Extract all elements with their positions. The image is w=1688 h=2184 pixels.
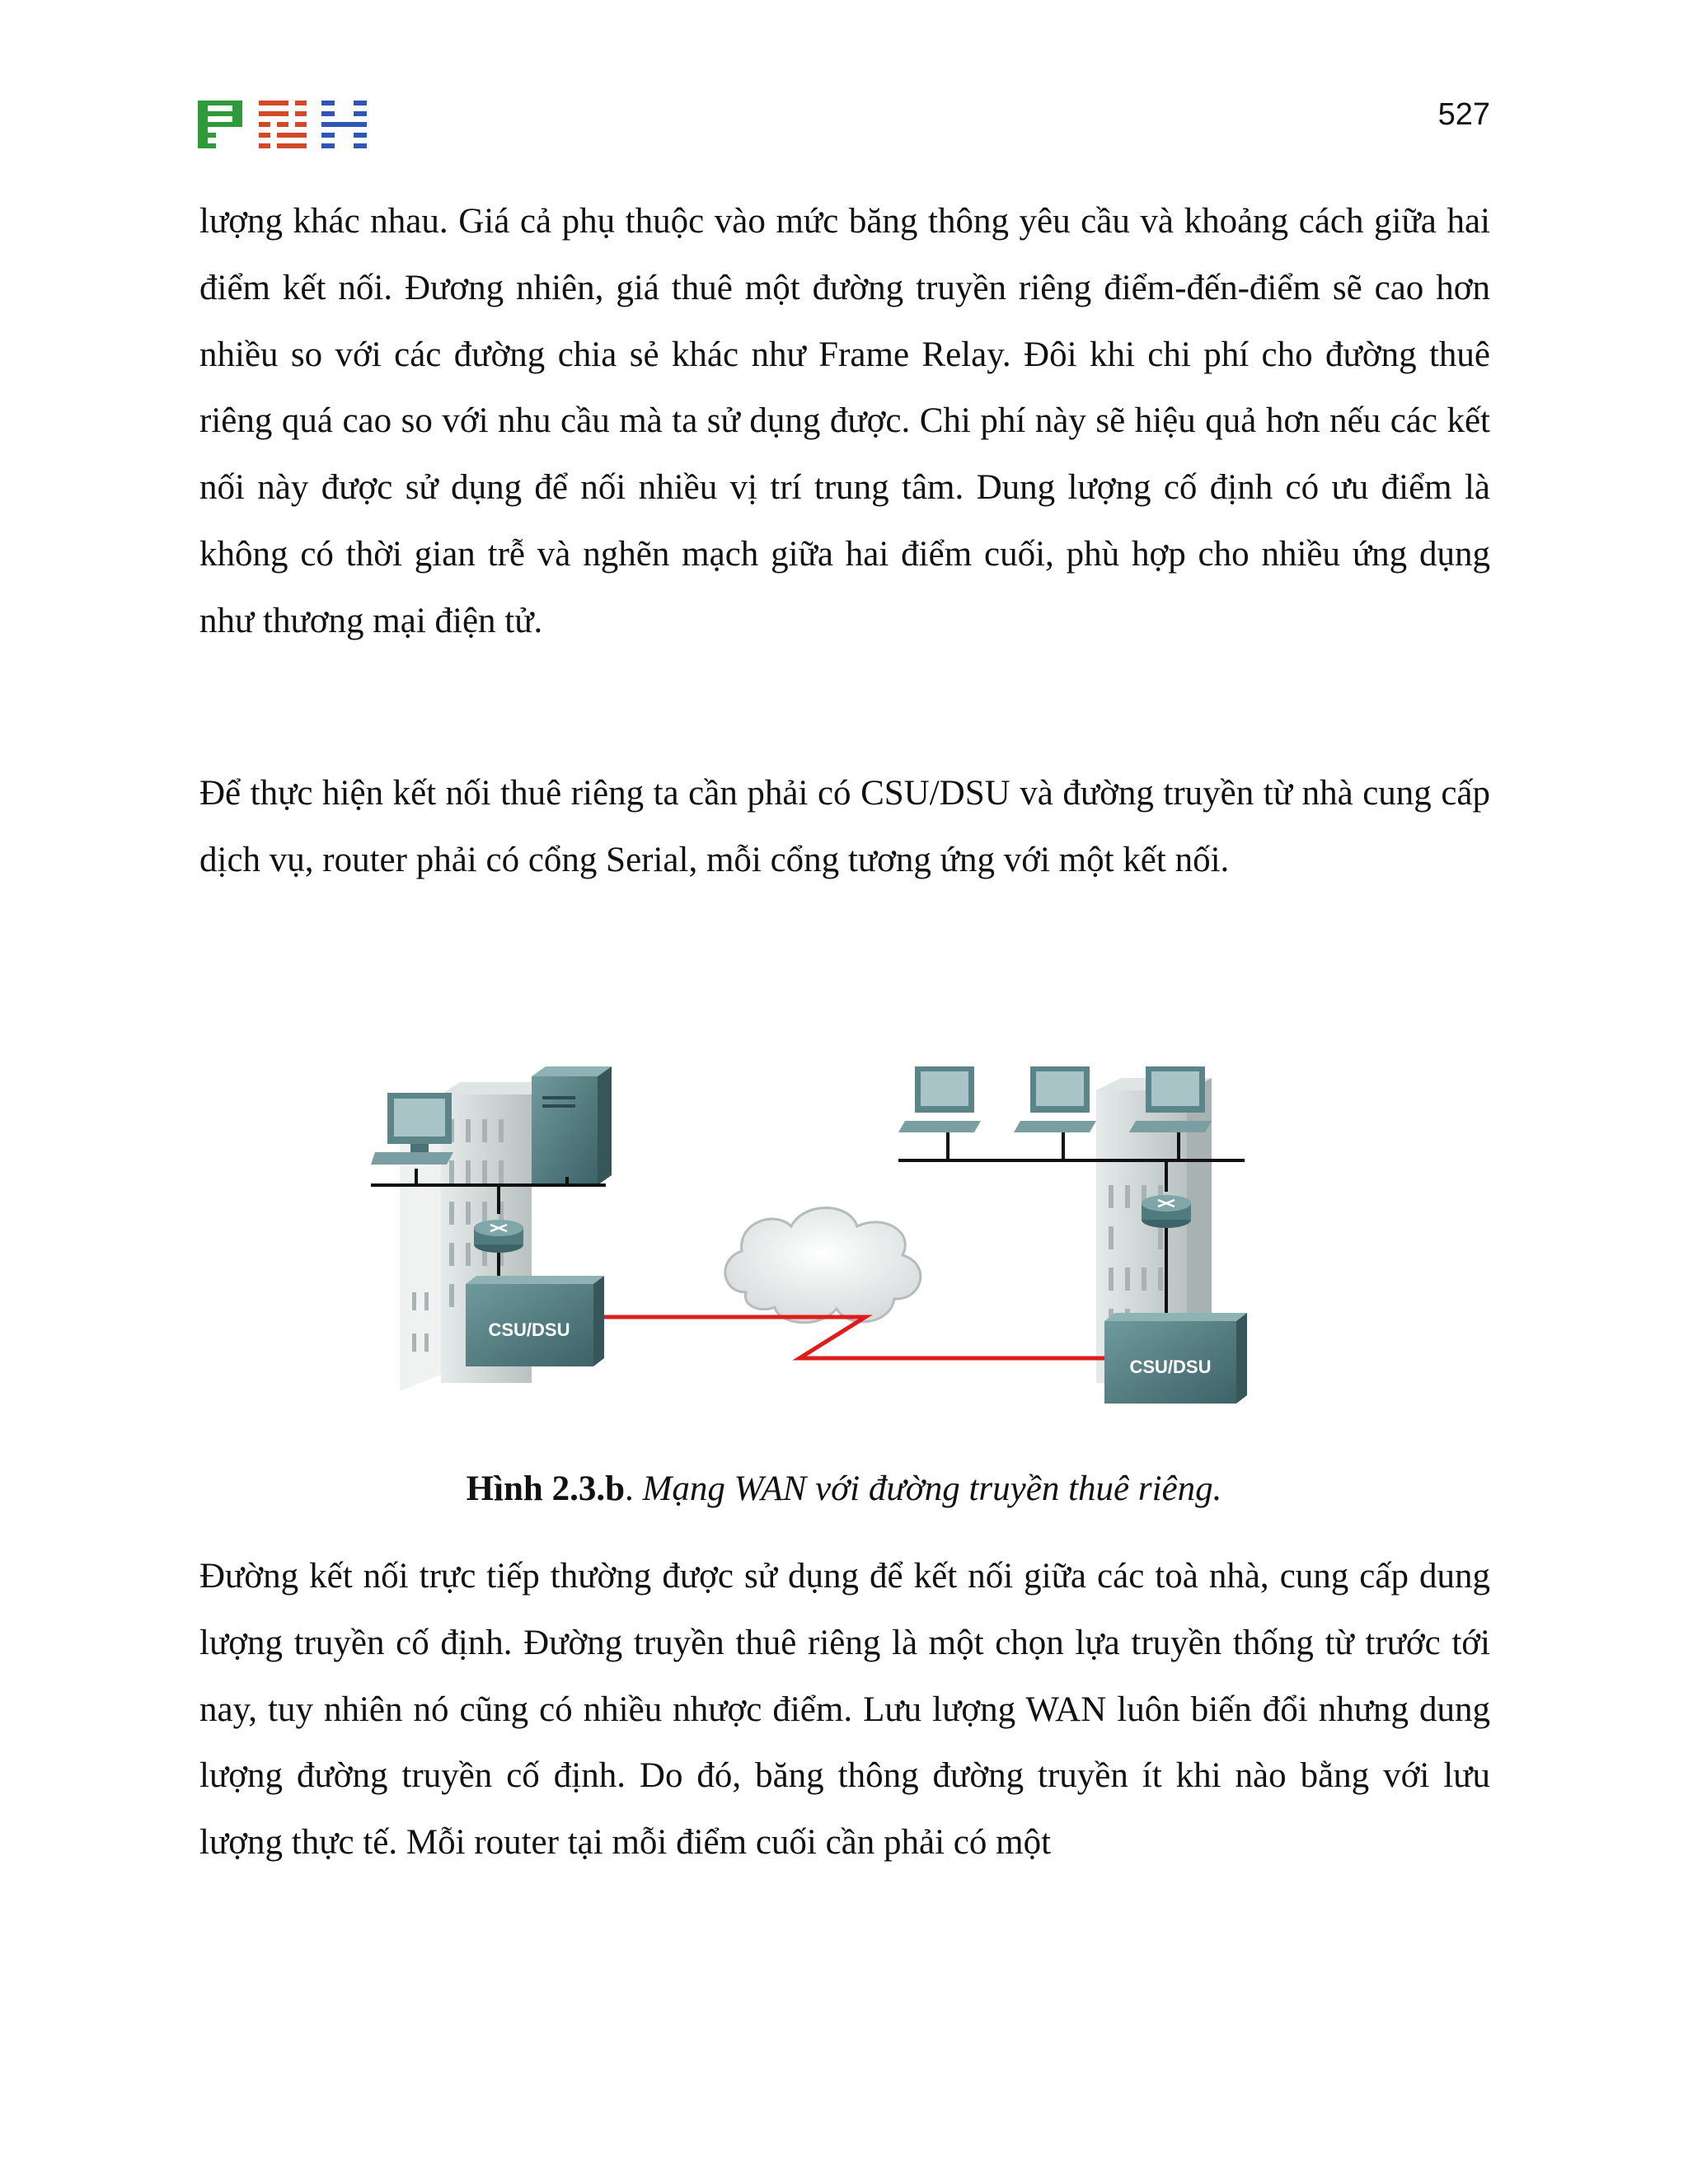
- pnh-logo: [198, 101, 367, 148]
- wan-leased-line-diagram: [354, 1045, 1311, 1424]
- caption-label: Hình 2.3.b: [466, 1469, 625, 1508]
- leased-line: [604, 1317, 1104, 1358]
- svg-text:CSU/DSU: CSU/DSU: [488, 1319, 570, 1340]
- figure-caption: [0, 1469, 1688, 1509]
- workstation-icon: [371, 1093, 453, 1165]
- caption-text: Mạng WAN với đường truyền thuê riêng.: [642, 1469, 1222, 1508]
- page-number: 527: [1437, 97, 1490, 132]
- server-icon: [532, 1066, 612, 1185]
- router-icon: [1142, 1195, 1191, 1228]
- paragraph-1: lượng khác nhau. Giá cả phụ thuộc vào mức băng thông yêu cầu và khoảng cách giữa hai điểm kết nối. Đương nhiên, giá thuê một đường truyền riêng điểm-đến-điểm sẽ cao hơn nhiều so với các đường chia sẻ khác như Frame Relay. Đôi khi chi phí cho đường thuê riêng quá cao so với nhu cầu mà ta sử dụng được. Chi phí này sẽ hiệu quả hơn nếu các kết nối này được sử dụng để nối nhiều vị trí trung tâm. Dung lượng cố định có ưu điểm là không có thời gian trễ và nghẽn mạch giữa hai điểm cuối, phù hợp cho nhiều ứng dụng như thương mại điện tử.: [199, 202, 1490, 640]
- caption-separator: .: [625, 1469, 643, 1508]
- svg-text:CSU/DSU: CSU/DSU: [1129, 1357, 1212, 1377]
- paragraph-2: Để thực hiện kết nối thuê riêng ta cần phải có CSU/DSU và đường truyền từ nhà cung cấp dịch vụ, router phải có cổng Serial, mỗi cổng tương ứng với một kết nối.: [199, 774, 1490, 879]
- csu-dsu-left: [466, 1276, 604, 1366]
- workstation-icon: [898, 1066, 981, 1132]
- wan-cloud: [725, 1208, 921, 1323]
- router-icon: [474, 1220, 523, 1253]
- paragraph-3: Đường kết nối trực tiếp thường được sử dụng để kết nối giữa các toà nhà, cung cấp dung lượng truyền cố định. Đường truyền thuê riêng là một chọn lựa truyền thống từ trước tới nay, tuy nhiên nó cũng có nhiều nhược điểm. Lưu lượng WAN luôn biến đổi nhưng dung lượng đường truyền cố định. Do đó, băng thông đường truyền ít khi nào bằng với lưu lượng thực tế. Mỗi router tại mỗi điểm cuối cần phải có một: [199, 1557, 1490, 1863]
- csu-dsu-right: [1104, 1313, 1247, 1404]
- workstation-icon: [1014, 1066, 1096, 1132]
